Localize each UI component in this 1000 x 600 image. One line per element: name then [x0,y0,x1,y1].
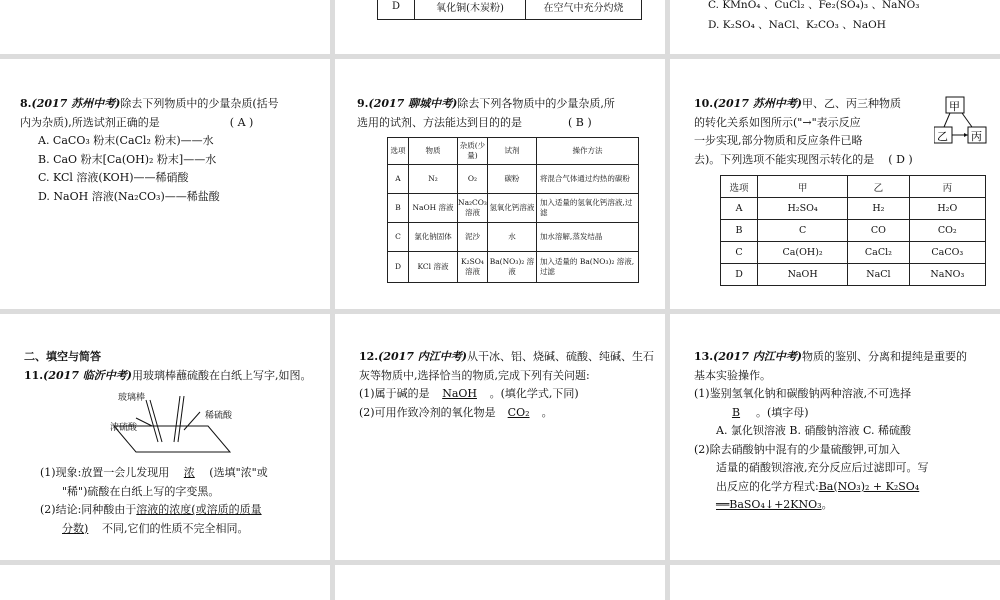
table-header: 甲 [758,176,848,198]
question-stem: 一步实现,部分物质和反应条件已略 [694,134,863,147]
table-cell: H₂O [909,198,985,220]
fig-label-conc: 浓硫酸 [110,423,138,433]
question-source: (2017 临沂中考) [43,368,132,382]
diagram-label-bing: 丙 [971,130,982,143]
panel-q12 [335,314,665,560]
q12-p1: (1)属于碱的是 [359,387,430,400]
answer-choice: ( B ) [568,115,592,129]
table-cell: 氢氧化钙溶液 [487,194,536,223]
table-cell: 加入适量的氢氧化钙溶液,过滤 [536,194,638,223]
question-stem: 甲、乙、丙三种物质 [802,97,901,110]
table-header: 乙 [848,176,909,198]
q13-answer-2: Ba(NO₃)₂ + K₂SO₄ [818,479,920,493]
table-cell: H₂SO₄ [758,198,848,220]
table-header: 杂质(少量) [458,138,488,165]
question-stem: 基本实验操作。 [694,368,771,382]
table-cell: 在空气中充分灼烧 [526,0,642,20]
question-number: 9. [357,97,369,110]
q13-answer-2b: ══BaSO₄↓+2KNO₃ [716,498,822,511]
table-header: 选项 [388,138,409,165]
table-cell: D [388,252,409,283]
panel-q11 [0,314,330,560]
table-cell: D [721,264,758,286]
question-source: (2017 苏州中考) [31,97,121,110]
panel-top-middle [335,0,665,54]
q13-p2-b: 适量的硝酸钡溶液,充分反应后过滤即可。写 [716,461,929,474]
q11-p1-b: (选填"浓"或 [209,466,268,479]
table-cell: 水 [487,223,536,252]
table-cell: Na₂CO₃ 溶液 [458,194,488,223]
question-source: (2017 内江中考) [713,350,802,363]
transformation-diagram [934,95,994,147]
question-source: (2017 内江中考) [378,350,467,363]
q10-table [720,175,986,286]
table-cell: B [388,194,409,223]
table-cell: O₂ [458,165,488,194]
question-number: 11. [24,368,44,382]
q12-p2: (2)可用作致冷剂的氧化物是 [359,405,496,419]
q11-answer-2: 溶液的浓度(或溶质的质量 [136,503,262,516]
table-cell: 氯化钠固体 [409,223,458,252]
q13-answer-1: B [731,405,741,419]
q13-p2-end: 。 [821,498,833,511]
q11-p2: (2)结论:同种酸由于 [40,503,137,516]
question-number: 8. [20,97,32,110]
table-cell: NaNO₃ [909,264,985,286]
option-a: A. CaCO₃ 粉末(CaCl₂ 粉末)——水 [38,134,214,147]
table-cell: KCl 溶液 [409,252,458,283]
question-stem: 的转化关系如图所示("→"表示反应 [694,115,861,129]
table-cell: Ca(OH)₂ [758,242,848,264]
q13-p1: (1)鉴别氢氧化钠和碳酸钠两种溶液,不可选择 [694,387,912,400]
panel-q8 [0,59,330,309]
fig-label-rod: 玻璃棒 [118,393,146,403]
option-c: C. KCl 溶液(KOH)——稀硝酸 [38,171,189,184]
table-cell: NaCl [848,264,909,286]
option-d: D. NaOH 溶液(Na₂CO₃)——稀盐酸 [38,189,220,203]
question-stem: 除去下列各物质中的少量杂质,所 [457,97,615,110]
panel-top-left [0,0,330,54]
panel-top-right [670,0,1000,54]
question-stem: 灰等物质中,选择恰当的物质,完成下列有关问题: [359,368,590,382]
table-cell: D [378,0,415,20]
q-prev-table [377,0,642,20]
q11-p1: (1)现象:放置一会儿发现用 [40,466,170,479]
answer-choice: ( D ) [888,152,913,166]
table-header: 物质 [409,138,458,165]
q11-answer-2b: 分数) [62,521,89,535]
table-cell: A [721,198,758,220]
q13-p1-b: 。(填字母) [756,405,809,419]
paper-figure [100,396,240,466]
table-cell: A [388,165,409,194]
answer-choice: ( A ) [229,115,254,129]
question-stem: 去)。下列选项不能实现图示转化的是 [694,152,875,166]
table-cell: K₂SO₄ 溶液 [458,252,488,283]
option-b: B. CaO 粉末[Ca(OH)₂ 粉末]——水 [38,152,217,166]
q12-p1-b: 。(填化学式,下同) [489,387,579,400]
table-cell: 泥沙 [458,223,488,252]
table-cell: C [721,242,758,264]
q12-answer-2: CO₂ [507,405,530,419]
q11-p1-c: "稀")硫酸在白纸上写的字变黑。 [62,484,220,498]
table-cell: CaCl₂ [848,242,909,264]
q9-table [387,137,639,283]
q13-p2: (2)除去硝酸钠中混有的少量硫酸钾,可加入 [694,442,901,456]
panel-bottom-right [670,565,1000,600]
q11-p2-b: 不同,它们的性质不完全相同。 [102,521,249,535]
question-stem: 从干冰、铝、烧碱、硫酸、纯碱、生石 [467,350,654,363]
table-cell: 碳粉 [487,165,536,194]
diagram-label-yi: 乙 [937,130,948,143]
question-stem: 内为杂质),所选试剂正确的是 [20,115,160,129]
table-cell: 将混合气体通过灼热的碳粉 [536,165,638,194]
table-cell: 加水溶解,蒸发结晶 [536,223,638,252]
table-cell: NaOH [758,264,848,286]
question-source: (2017 聊城中考) [368,97,458,110]
section-heading: 二、填空与简答 [24,350,101,363]
table-cell: C [758,220,848,242]
question-stem: 选用的试剂、方法能达到目的的是 [357,115,522,129]
question-stem: 除去下列物质中的少量杂质(括号 [120,97,279,110]
table-cell: B [721,220,758,242]
q13-p2-c: 出反应的化学方程式: [716,479,819,493]
question-stem: 物质的鉴别、分离和提纯是重要的 [802,350,967,363]
diagram-label-jia: 甲 [949,100,960,113]
table-cell: CO₂ [909,220,985,242]
q12-p2-b: 。 [541,405,553,419]
table-cell: H₂ [848,198,909,220]
table-cell: CaCO₃ [909,242,985,264]
panel-q9 [335,59,665,309]
option-c: C. KMnO₄ 、CuCl₂ 、Fe₂(SO₄)₃ 、NaNO₃ [708,0,920,11]
fig-label-dilute: 稀硫酸 [205,411,233,421]
table-cell: NaOH 溶液 [409,194,458,223]
q11-answer-1: 浓 [183,466,195,479]
table-header: 试剂 [487,138,536,165]
table-cell: CO [848,220,909,242]
question-number: 10. [694,97,714,110]
table-header: 选项 [721,176,758,198]
question-number: 13. [694,350,714,363]
question-stem: 用玻璃棒蘸硫酸在白纸上写字,如图。 [132,368,312,382]
panel-q13 [670,314,1000,560]
option-d: D. K₂SO₄ 、NaCl、K₂CO₃ 、NaOH [708,18,886,31]
table-cell: C [388,223,409,252]
table-header: 丙 [909,176,985,198]
panel-q10 [670,59,1000,309]
panel-bottom-left [0,565,330,600]
question-number: 12. [359,350,379,363]
table-header: 操作方法 [536,138,638,165]
table-cell: Ba(NO₃)₂ 溶液 [487,252,536,283]
panel-bottom-middle [335,565,665,600]
table-cell: 加入适量的 Ba(NO₃)₂ 溶液,过滤 [536,252,638,283]
table-cell: 氧化铜(木炭粉) [415,0,526,20]
question-source: (2017 苏州中考) [713,97,802,110]
table-cell: N₂ [409,165,458,194]
q12-answer-1: NaOH [442,387,477,400]
q13-options: A. 氯化钡溶液 B. 硝酸钠溶液 C. 稀硫酸 [716,424,912,437]
